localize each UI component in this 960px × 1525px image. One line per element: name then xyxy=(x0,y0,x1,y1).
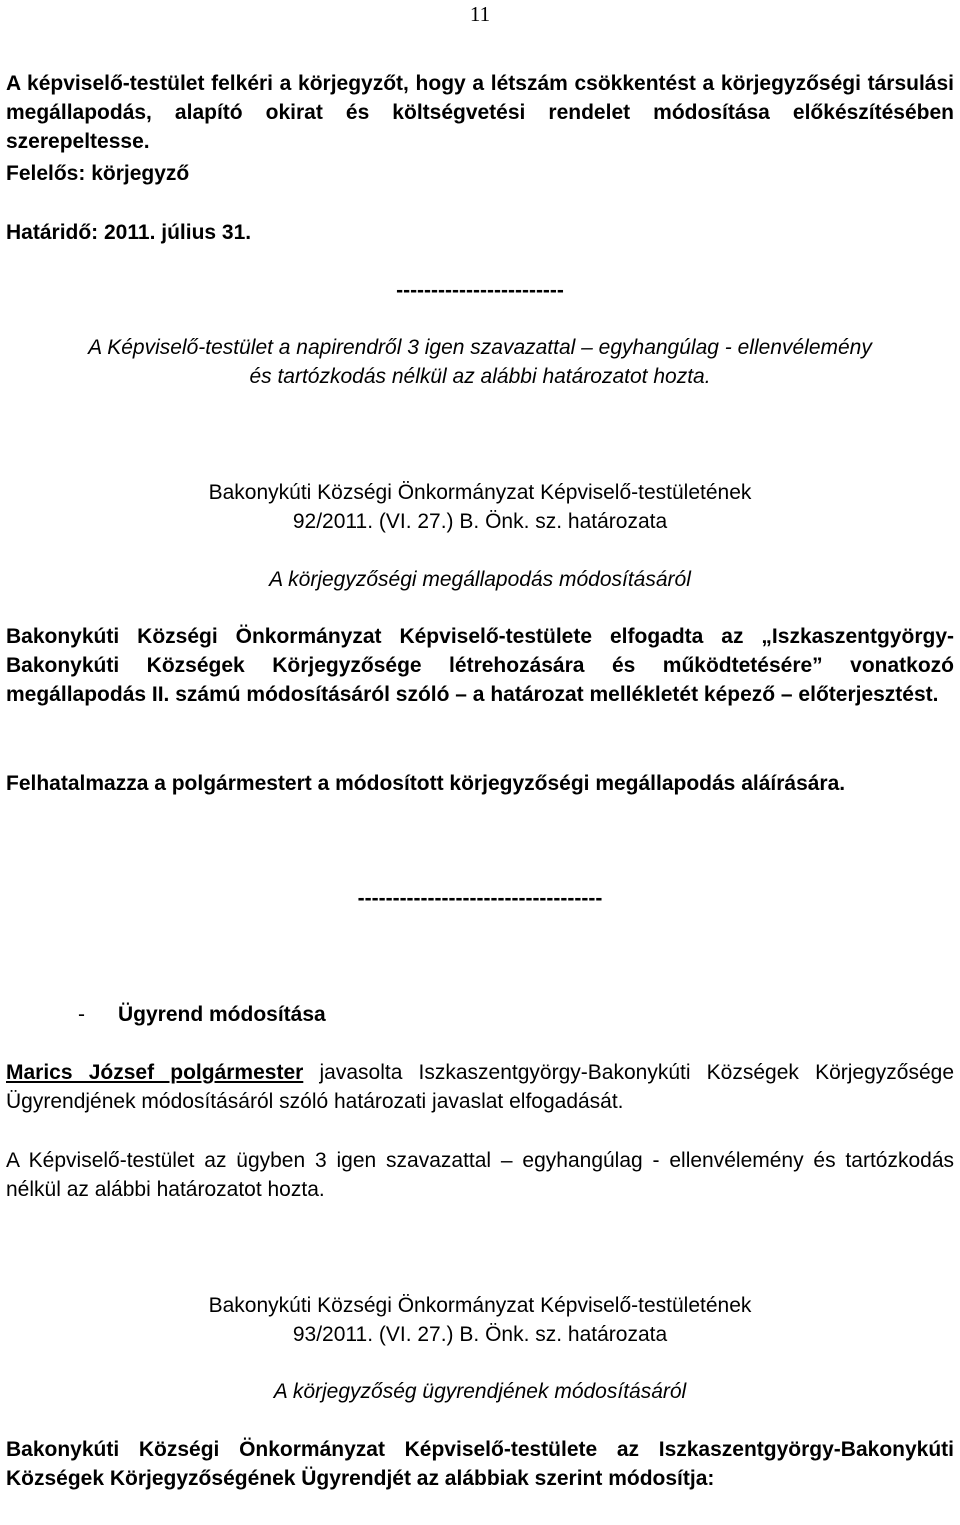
separator-short: ------------------------ xyxy=(396,279,564,302)
resolution-92-number: 92/2011. (VI. 27.) B. Önk. sz. határozata xyxy=(292,510,668,533)
resolution-92-council: Bakonykúti Községi Önkormányzat Képviselő-testületének xyxy=(208,481,752,504)
request-paragraph: A képviselő-testület felkéri a körjegyzőt, hogy a létszám csökkentést a körjegyzőségi társulási megállapodás, alapító okirat és költségvetési rendelet módosítása előkészítésében szerepeltesse. xyxy=(6,72,954,153)
resolution-92-body: Bakonykúti Községi Önkormányzat Képviselő-testülete elfogadta az „Iszkaszentgyörgy-Bakonykúti Községek Körjegyzősége létrehozására és működtetésére” vonatkozó megállapodás II. számú módosításáról szóló – a határozat mellékletét képező – előterjesztést. xyxy=(6,625,954,706)
responsible-line: Felelős: körjegyző xyxy=(6,162,190,185)
resolution-93-number: 93/2011. (VI. 27.) B. Önk. sz. határozata xyxy=(292,1323,668,1346)
resolution-92-subject: A körjegyzőségi megállapodás módosításáról xyxy=(269,568,691,591)
proposal-text: javasolta Iszkaszentgyörgy-Bakonykúti Községek Körjegyzősége Ügyrendjének módosításáról szóló határozati javaslat elfogadását. xyxy=(6,1061,954,1113)
separator-long: ----------------------------------- xyxy=(357,887,603,910)
resolution-93-body: Bakonykúti Községi Önkormányzat Képviselő-testülete az Iszkaszentgyörgy-Bakonykúti Községek Körjegyzőségének Ügyrendjét az alábbiak szerint módosítja: xyxy=(6,1438,954,1490)
page-number: 11 xyxy=(469,2,491,26)
vote-statement-line1: A Képviselő-testület a napirendről 3 igen szavazattal – egyhangúlag - ellenvélemény xyxy=(88,336,872,359)
resolution-93-subject: A körjegyzőség ügyrendjének módosításáról xyxy=(273,1380,687,1403)
agenda-title: Ügyrend módosítása xyxy=(118,1003,326,1026)
agenda-item xyxy=(6,1000,954,1029)
resolution-93-council: Bakonykúti Községi Önkormányzat Képviselő-testületének xyxy=(208,1294,752,1317)
agenda-bullet: - xyxy=(78,1003,85,1026)
vote-statement-2: A Képviselő-testület az ügyben 3 igen szavazattal – egyhangúlag - ellenvélemény és tartózkodás nélkül az alábbi határozatot hozta. xyxy=(6,1149,954,1201)
resolution-92-authorization: Felhatalmazza a polgármestert a módosított körjegyzőségi megállapodás aláírására. xyxy=(6,772,846,795)
deadline-line: Határidő: 2011. július 31. xyxy=(6,221,252,244)
proposer-name: Marics József polgármester xyxy=(6,1061,304,1084)
vote-statement-line2: és tartózkodás nélkül az alábbi határozatot hozta. xyxy=(249,365,711,388)
proposal-paragraph xyxy=(6,1058,954,1116)
